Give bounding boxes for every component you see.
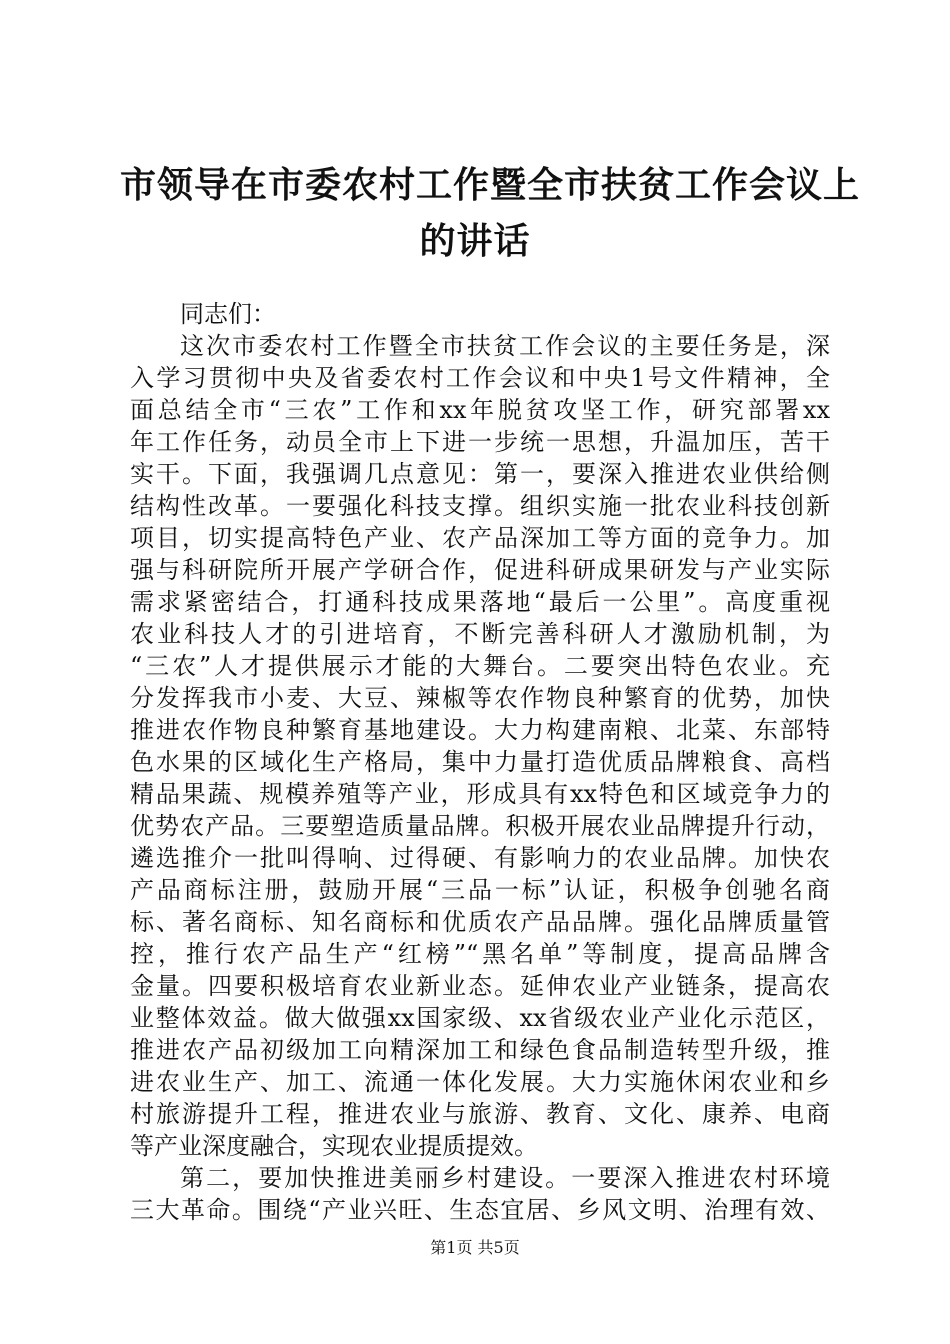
paragraph-line: 业整体效益。做大做强xx国家级、xx省级农业产业化示范区， — [130, 1004, 830, 1032]
paragraph-line: 金量。四要积极培育农业新业态。延伸农业产业链条，提高农 — [130, 972, 830, 1000]
paragraph-2 — [130, 1162, 830, 1226]
paragraph-line: 精品果蔬、规模养殖等产业，形成具有xx特色和区域竞争力的 — [130, 780, 830, 808]
page-footer — [0, 1238, 950, 1258]
title-line-1: 市领导在市委农村工作暨全市扶贫工作会议上 — [120, 165, 861, 206]
paragraph-line: 这次市委农村工作暨全市扶贫工作会议的主要任务是，深 — [180, 332, 830, 360]
paragraph-line: 项目，切实提高特色产业、农产品深加工等方面的竞争力。加 — [130, 524, 830, 552]
salutation: 同志们： — [180, 300, 276, 328]
paragraph-line: 结构性改革。一要强化科技支撑。组织实施一批农业科技创新 — [130, 492, 830, 520]
document-body — [130, 298, 830, 1226]
paragraph-line: 产品商标注册，鼓励开展“三品一标”认证，积极争创驰名商 — [130, 876, 830, 904]
paragraph-line: 三大革命。围绕“产业兴旺、生态宜居、乡风文明、治理有效、 — [130, 1196, 830, 1224]
paragraph-line: 第二，要加快推进美丽乡村建设。一要深入推进农村环境 — [180, 1164, 830, 1192]
paragraph-1 — [130, 330, 830, 1162]
page-number: 第1页 共5页 — [430, 1238, 520, 1257]
title-line-2: 的讲话 — [419, 221, 531, 262]
paragraph-line: 强与科研院所开展产学研合作，促进科研成果研发与产业实际 — [130, 556, 830, 584]
paragraph-line: 村旅游提升工程，推进农业与旅游、教育、文化、康养、电商 — [130, 1100, 830, 1128]
paragraph-line: 年工作任务，动员全市上下进一步统一思想，升温加压，苦干 — [130, 428, 830, 456]
document-title — [120, 158, 861, 270]
paragraph-line: 需求紧密结合，打通科技成果落地“最后一公里”。高度重视 — [130, 588, 830, 616]
paragraph-line: 优势农产品。三要塑造质量品牌。积极开展农业品牌提升行动， — [130, 812, 830, 840]
paragraph-line: 推进农作物良种繁育基地建设。大力构建南粮、北菜、东部特 — [130, 716, 830, 744]
paragraph-line: 分发挥我市小麦、大豆、辣椒等农作物良种繁育的优势，加快 — [130, 684, 830, 712]
paragraph-line: “三农”人才提供展示才能的大舞台。二要突出特色农业。充 — [130, 652, 830, 680]
paragraph-line: 遴选推介一批叫得响、过得硬、有影响力的农业品牌。加快农 — [130, 844, 830, 872]
paragraph-line: 控，推行农产品生产“红榜”“黑名单”等制度，提高品牌含 — [130, 940, 830, 968]
paragraph-line: 推进农产品初级加工向精深加工和绿色食品制造转型升级，推 — [130, 1036, 830, 1064]
paragraph-line: 入学习贯彻中央及省委农村工作会议和中央1号文件精神，全 — [130, 364, 830, 392]
paragraph-line: 标、著名商标、知名商标和优质农产品品牌。强化品牌质量管 — [130, 908, 830, 936]
paragraph-line: 色水果的区域化生产格局，集中力量打造优质品牌粮食、高档 — [130, 748, 830, 776]
paragraph-line: 实干。下面，我强调几点意见：第一，要深入推进农业供给侧 — [130, 460, 830, 488]
paragraph-line: 进农业生产、加工、流通一体化发展。大力实施休闲农业和乡 — [130, 1068, 830, 1096]
paragraph-line: 等产业深度融合，实现农业提质提效。 — [130, 1132, 538, 1160]
paragraph-line: 农业科技人才的引进培育，不断完善科研人才激励机制，为 — [130, 620, 830, 648]
paragraph-line: 面总结全市“三农”工作和xx年脱贫攻坚工作，研究部署xx — [130, 396, 830, 424]
